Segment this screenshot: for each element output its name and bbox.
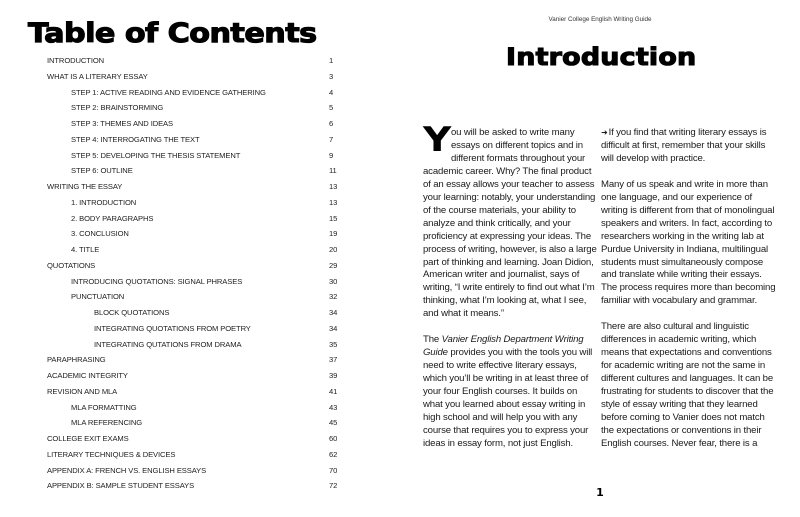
toc-entry[interactable] <box>0 478 400 494</box>
toc-entry-label: PUNCTUATION <box>71 292 125 302</box>
toc-entry-label: STEP 1: ACTIVE READING AND EVIDENCE GATHERING <box>71 87 266 97</box>
toc-entry[interactable] <box>0 226 400 242</box>
toc-entry-label: 2. BODY PARAGRAPHS <box>71 213 154 223</box>
toc-entry-page: 3 <box>329 71 334 81</box>
toc-entry-page: 1 <box>329 56 334 65</box>
toc-entry-label: APPENDIX B: SAMPLE STUDENT ESSAYS <box>47 481 195 491</box>
toc-entry[interactable] <box>0 431 400 447</box>
toc-entry[interactable] <box>0 179 400 195</box>
toc-entry-page: 60 <box>329 434 338 443</box>
tip-paragraph <box>601 127 776 166</box>
toc-entry-page: 62 <box>329 449 338 459</box>
toc-entry-page: 34 <box>329 323 338 333</box>
toc-entry-page: 41 <box>329 386 338 396</box>
toc-entry[interactable] <box>0 368 400 384</box>
toc-entry-label: 3. CONCLUSION <box>71 229 129 239</box>
toc-entry-page: 5 <box>329 103 334 113</box>
toc-entry-page: 20 <box>329 245 338 254</box>
toc-entry[interactable] <box>0 305 400 321</box>
toc-entry-page: 13 <box>329 182 338 191</box>
paragraph-guide-text-start: The <box>423 334 442 346</box>
text-column-left <box>423 120 598 464</box>
toc-entry[interactable] <box>0 211 400 227</box>
toc-entry-label: 1. INTRODUCTION <box>71 197 137 207</box>
toc-entry-page: 39 <box>329 371 338 380</box>
paragraph-cultural: There are also cultural and linguistic differences in academic writing, which means that expectations and conventions for academic writing are not the same in different cultures and languages. It can be frustrating for students to discover that the style of essay writing that they learned before coming to Vanier does not match the expectations or conventions in their English courses. Never fear, there is a <box>601 321 774 449</box>
toc-title: Table of Contents <box>28 18 317 49</box>
toc-entry[interactable] <box>0 100 400 116</box>
toc-entry-page: 15 <box>329 213 338 223</box>
paragraph-guide <box>423 334 598 451</box>
toc-entry-page: 11 <box>329 166 337 176</box>
toc-entry[interactable] <box>0 384 400 400</box>
toc-entry-page: 13 <box>329 197 338 207</box>
guide-title-italic: Vanier English Department Writing Guide <box>423 334 584 359</box>
toc-entry[interactable] <box>0 337 400 353</box>
toc-entry-page: 43 <box>329 402 338 412</box>
toc-entry-label: BLOCK QUOTATIONS <box>94 308 170 317</box>
toc-entry-label: INTEGRATING QUTATIONS FROM DRAMA <box>94 339 242 349</box>
tip-text: If you find that writing literary essays is difficult at first, remember that your skills will develop with practice. <box>601 127 767 164</box>
toc-entry[interactable] <box>0 53 400 69</box>
toc-entry[interactable] <box>0 148 400 164</box>
toc-entry[interactable] <box>0 289 400 305</box>
toc-entry-label: INTRODUCING QUOTATIONS: SIGNAL PHRASES <box>71 276 243 286</box>
toc-entry[interactable] <box>0 85 400 101</box>
toc-entry-page: 70 <box>329 465 338 475</box>
toc-entry-label: LITERARY TECHNIQUES & DEVICES <box>47 449 176 459</box>
toc-entry-page: 9 <box>329 150 334 160</box>
toc-entry-page: 72 <box>329 481 338 491</box>
toc-entry[interactable] <box>0 321 400 337</box>
toc-entry-page: 29 <box>329 260 338 270</box>
toc-entry[interactable] <box>0 116 400 132</box>
toc-entry[interactable] <box>0 463 400 479</box>
toc-entry-page: 32 <box>329 292 338 302</box>
toc-entry-page: 35 <box>329 339 338 349</box>
toc-entry-label: 4. TITLE <box>71 245 100 254</box>
toc-entry-page: 37 <box>329 355 338 365</box>
toc-entry-label: STEP 4: INTERROGATING THE TEXT <box>71 134 200 144</box>
toc-entry[interactable] <box>0 163 400 179</box>
running-head: Vanier College English Writing Guide <box>548 16 652 23</box>
paragraph-opening-text: ou will be asked to write many essays on different topics and in different formats throughout your academic career. Why? The final product of an essay allows your teacher to assess your learning: notably, your understanding of the course materials, your ability to analyze and think critically, and your proficiency at expressing your ideas. The process of writing, however, is also a large part of thinking and learning. Joan Didion, American writer and journalist, says of writing, “I write entirely to find out what I’m thinking, what I’m looking at, what I see, and what it means.” <box>423 127 597 320</box>
toc-entry-label: INTRODUCTION <box>47 56 105 65</box>
toc-entry-page: 7 <box>329 134 334 144</box>
toc-entry-label: APPENDIX A: FRENCH VS. ENGLISH ESSAYS <box>47 465 207 475</box>
toc-entry[interactable] <box>0 258 400 274</box>
toc-entry-label: COLLEGE EXIT EXAMS <box>47 434 129 443</box>
toc-entry-label: MLA REFERENCING <box>71 418 143 428</box>
toc-entry-label: STEP 6: OUTLINE <box>71 166 133 176</box>
toc-entry-label: INTEGRATING QUOTATIONS FROM POETRY <box>94 323 251 333</box>
toc-list <box>0 53 400 494</box>
toc-entry-label: STEP 2: BRAINSTORMING <box>71 103 164 113</box>
arrow-right-icon: ➜ <box>601 128 608 137</box>
toc-entry[interactable] <box>0 415 400 431</box>
paragraph-multilingual: Many of us speak and write in more than one language, and our experience of writing is different from that of monolingual speakers and writers. In fact, according to researchers working in the writing lab at Purdue University in Indiana, multilingual students must simultaneously compose and translate while writing their essays. The process requires more than becoming familiar with vocabulary and grammar. <box>601 178 776 307</box>
toc-entry-page: 6 <box>329 119 334 128</box>
introduction-page <box>400 0 800 517</box>
toc-entry[interactable] <box>0 274 400 290</box>
toc-entry-label: QUOTATIONS <box>47 260 96 270</box>
paragraph-guide-text-end: provides you with the tools you will need to write effective literary essays, which you’ll be writing in at least three of your four English courses. It builds on what you learned about essay writing in high school and will help you with any course that requires you to express your ideas in essay form, not just English. <box>423 347 593 449</box>
toc-entry-page: 4 <box>329 87 334 97</box>
toc-entry-label: REVISION AND MLA <box>47 386 118 396</box>
toc-entry-label: STEP 3: THEMES AND IDEAS <box>71 119 173 128</box>
toc-entry-label: STEP 5: DEVELOPING THE THESIS STATEMENT <box>71 150 241 160</box>
introduction-title: Introduction <box>506 43 697 71</box>
toc-entry[interactable] <box>0 352 400 368</box>
toc-entry[interactable] <box>0 400 400 416</box>
page-number: 1 <box>596 486 604 499</box>
toc-entry-label: WRITING THE ESSAY <box>47 182 123 191</box>
toc-entry[interactable] <box>0 447 400 463</box>
text-column-right <box>601 127 776 464</box>
toc-entry[interactable] <box>0 195 400 211</box>
toc-entry-label: WHAT IS A LITERARY ESSAY <box>47 71 148 81</box>
toc-entry[interactable] <box>0 132 400 148</box>
drop-cap: Y <box>423 120 452 160</box>
toc-entry-label: ACADEMIC INTEGRITY <box>47 371 128 380</box>
toc-entry-page: 30 <box>329 276 338 286</box>
toc-entry-page: 19 <box>329 229 338 239</box>
toc-entry[interactable] <box>0 242 400 258</box>
toc-entry[interactable] <box>0 69 400 85</box>
toc-entry-page: 34 <box>329 308 338 317</box>
toc-entry-label: MLA FORMATTING <box>71 402 137 412</box>
toc-entry-label: PARAPHRASING <box>47 355 106 365</box>
toc-entry-page: 45 <box>329 418 338 428</box>
paragraph-opening <box>423 120 598 321</box>
